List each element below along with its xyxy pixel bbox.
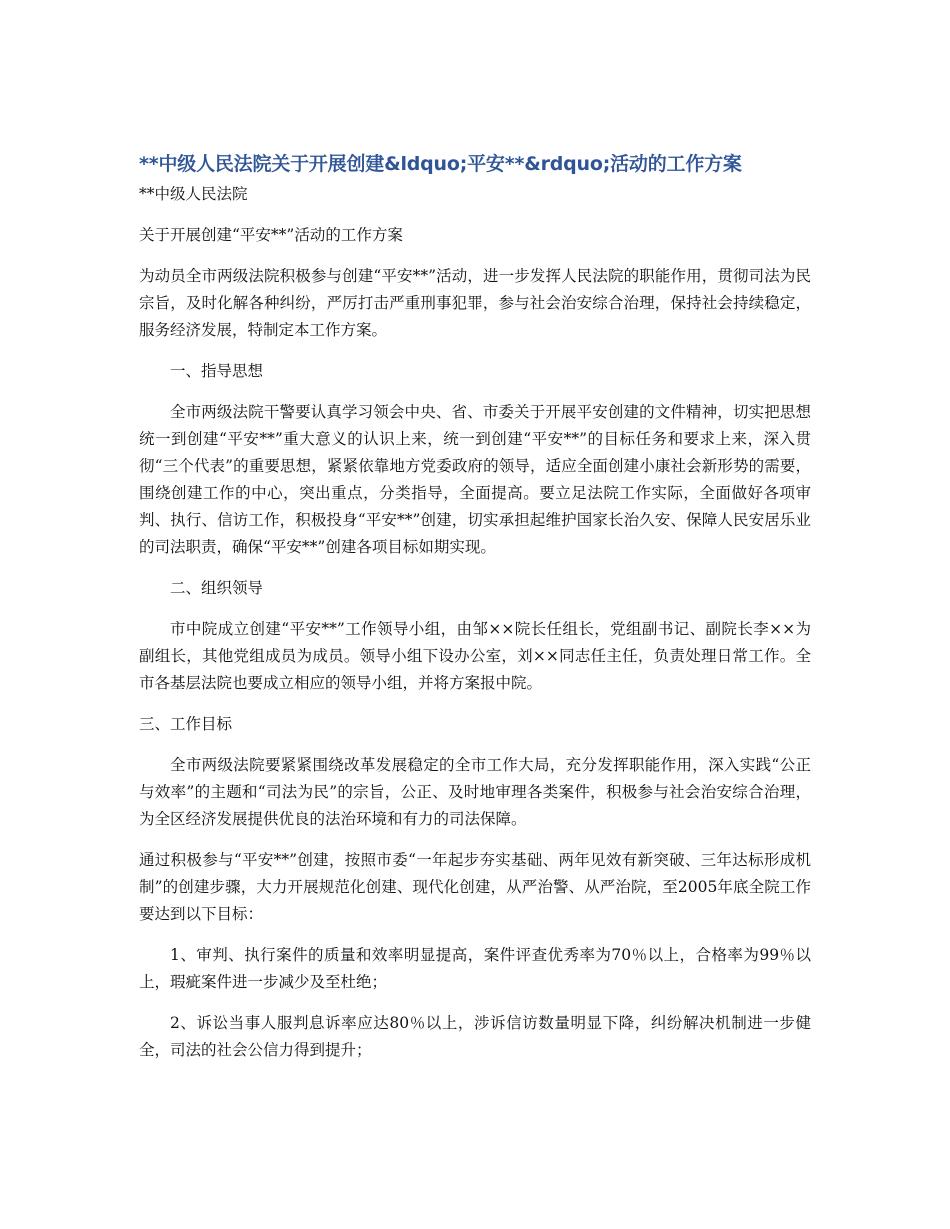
section-heading-goals: 三、工作目标 bbox=[139, 715, 233, 733]
section-heading-leadership: 二、组织领导 bbox=[170, 579, 264, 597]
document-title: **中级人民法院关于开展创建&ldquo;平安**&rdquo;活动的工作方案 bbox=[139, 153, 742, 175]
document-body bbox=[139, 150, 811, 1064]
paragraph-goals-steps: 通过积极参与“平安**”创建，按照市委“一年起步夯实基础、两年见效有新突破、三年达标形成机制”的创建步骤，大力开展规范化创建、现代化创建，从严治警、从严治院，至2005年底全院工作要达到以下目标： bbox=[139, 851, 811, 923]
paragraph-goals: 全市两级法院要紧紧围绕改革发展稳定的全市工作大局，充分发挥职能作用，深入实践“公正与效率”的主题和“司法为民”的宗旨，公正、及时地审理各类案件，积极参与社会治安综合治理，为全区经济发展提供优良的法治环境和有力的司法保障。 bbox=[139, 756, 811, 828]
paragraph-leadership: 市中院成立创建“平安**”工作领导小组，由邹××院长任组长，党组副书记、副院长李××为副组长，其他党组成员为成员。领导小组下设办公室，刘××同志任主任，负责处理日常工作。全市各基层法院也要成立相应的领导小组，并将方案报中院。 bbox=[139, 620, 811, 692]
section-heading-guiding-thought: 一、指导思想 bbox=[170, 362, 264, 380]
paragraph-intro: 为动员全市两级法院积极参与创建“平安**”活动，进一步发挥人民法院的职能作用，贯彻司法为民宗旨，及时化解各种纠纷，严厉打击严重刑事犯罪，参与社会治安综合治理，保持社会持续稳定，服务经济发展，特制定本工作方案。 bbox=[139, 267, 811, 339]
paragraph-guiding-thought: 全市两级法院干警要认真学习领会中央、省、市委关于开展平安创建的文件精神，切实把思想统一到创建“平安**”重大意义的认识上来，统一到创建“平安**”的目标任务和要求上来，深入贯彻“三个代表”的重要思想，紧紧依靠地方党委政府的领导，适应全面创建小康社会新形势的需要，围绕创建工作的中心，突出重点，分类指导，全面提高。要立足法院工作实际，全面做好各项审判、执行、信访工作，积极投身“平安**”创建，切实承担起维护国家长治久安、保障人民安居乐业的司法职责，确保“平安**”创建各项目标如期实现。 bbox=[139, 403, 811, 556]
document-author: **中级人民法院 bbox=[139, 185, 248, 203]
list-item-goal-2: 2、诉讼当事人服判息诉率应达80％以上，涉诉信访数量明显下降，纠纷解决机制进一步健全，司法的社会公信力得到提升； bbox=[139, 1014, 811, 1059]
list-item-goal-1: 1、审判、执行案件的质量和效率明显提高，案件评查优秀率为70％以上，合格率为99％以上，瑕疵案件进一步减少及至杜绝； bbox=[139, 946, 811, 991]
paragraph-subtitle: 关于开展创建“平安**”活动的工作方案 bbox=[139, 226, 403, 244]
